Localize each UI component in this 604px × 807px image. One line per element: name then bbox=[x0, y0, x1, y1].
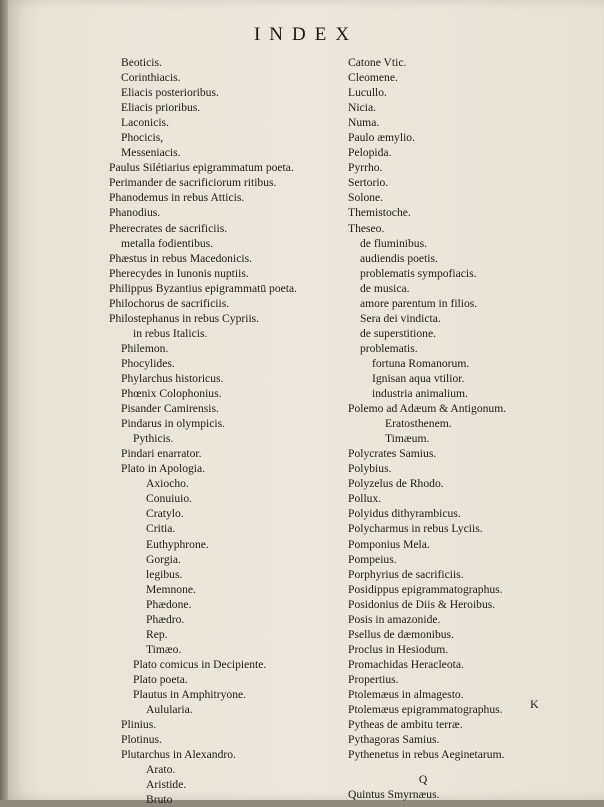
index-entry: de fluminibus. bbox=[360, 236, 427, 250]
index-entry: Porphyrius de sacrificiis. bbox=[348, 567, 464, 581]
index-entry: Phædone. bbox=[146, 597, 192, 611]
index-entry: Eliacis posterioribus. bbox=[121, 86, 219, 100]
index-entry: Solone. bbox=[348, 191, 384, 205]
index-entry: Pindarus in olympicis. bbox=[121, 417, 226, 431]
index-entry: Plutarchus in Alexandro. bbox=[121, 748, 236, 762]
index-entry: Philemon. bbox=[121, 341, 169, 355]
index-entry: Aristide. bbox=[146, 778, 187, 792]
index-entry: Axiocho. bbox=[146, 477, 189, 491]
index-entry: Themistoche. bbox=[348, 206, 411, 220]
index-entry: Memnone. bbox=[146, 582, 196, 596]
index-entry: Aulularia. bbox=[146, 703, 193, 717]
index-entry: Pythagoras Samius. bbox=[348, 733, 440, 747]
index-entry: Posis in amazonide. bbox=[348, 612, 441, 626]
index-column-left bbox=[109, 55, 297, 807]
index-entry: Messeniacis. bbox=[121, 146, 181, 160]
index-entry: Critia. bbox=[146, 522, 176, 536]
index-entry: Cleomene. bbox=[348, 71, 398, 85]
index-entry: Ptolemæus epigrammatographus. bbox=[348, 703, 503, 717]
index-entry: problematis sympofiacis. bbox=[360, 266, 477, 280]
index-entry: Ignisan aqua vtilior. bbox=[372, 371, 465, 385]
index-column-right bbox=[348, 55, 506, 802]
index-entry: Numa. bbox=[348, 116, 380, 130]
index-entry: Laconicis. bbox=[121, 116, 169, 130]
index-entry: Phæstus in rebus Macedonicis. bbox=[109, 251, 252, 265]
index-entry: fortuna Romanorum. bbox=[372, 356, 470, 370]
index-entry: Philippus Byzantius epigrammatū poeta. bbox=[109, 281, 298, 295]
index-entry: Pyrrho. bbox=[348, 161, 383, 175]
index-entry: Timæo. bbox=[146, 642, 182, 656]
index-entry: de musica. bbox=[360, 281, 410, 295]
index-entry: Arato. bbox=[146, 763, 176, 777]
index-entry: Promachidas Heracleota. bbox=[348, 657, 464, 671]
index-entry: Phocicis, bbox=[121, 131, 164, 145]
index-entry: Phædro. bbox=[146, 612, 185, 626]
index-entry: Conuiuio. bbox=[146, 492, 193, 506]
index-entry: de superstitione. bbox=[360, 326, 436, 340]
index-entry: Rep. bbox=[146, 627, 168, 641]
index-entry: Pelopida. bbox=[348, 146, 392, 160]
index-entry: Pomponius Mela. bbox=[348, 537, 430, 551]
index-entry: Bruto bbox=[146, 793, 173, 807]
index-entry: Paulus Silétiarius epigrammatum poeta. bbox=[109, 161, 294, 175]
index-entry: Psellus de dæmonibus. bbox=[348, 627, 454, 641]
index-entry: Sertorio. bbox=[348, 176, 389, 190]
index-entry: Phanodemus in rebus Atticis. bbox=[109, 191, 245, 205]
index-entry: Polycrates Samius. bbox=[348, 447, 437, 461]
index-entry: Theseo. bbox=[348, 221, 385, 235]
index-entry: Plotinus. bbox=[121, 733, 162, 747]
index-entry: Gorgia. bbox=[146, 552, 181, 566]
index-entry: industria animalium. bbox=[372, 387, 468, 401]
index-entry: Nicia. bbox=[348, 101, 377, 115]
index-entry: Propertius. bbox=[348, 672, 399, 686]
index-entry: Eratosthenem. bbox=[385, 417, 452, 431]
index-entry: Phylarchus historicus. bbox=[121, 371, 224, 385]
index-entry: Paulo æmylio. bbox=[348, 131, 415, 145]
index-entry: Pythicis. bbox=[133, 432, 174, 446]
index-entry: Quintus Smyrnæus. bbox=[348, 788, 440, 802]
index-entry: legibus. bbox=[146, 567, 183, 581]
index-entry: Polemo ad Adæum & Antigonum. bbox=[348, 402, 507, 416]
page-title: INDEX bbox=[253, 24, 359, 45]
index-entry: Ptolemæus in almagesto. bbox=[348, 687, 464, 701]
index-entry: Pherecydes in Iunonis nuptiis. bbox=[109, 266, 249, 280]
index-entry: Pytheas de ambitu terræ. bbox=[348, 718, 463, 732]
index-entry: Pollux. bbox=[348, 492, 382, 506]
index-entry: Timæum. bbox=[385, 432, 430, 446]
book-page bbox=[8, 0, 604, 807]
index-entry: Plato in Apologia. bbox=[121, 462, 206, 476]
index-entry: Pompeius. bbox=[348, 552, 397, 566]
index-entry: Cratylo. bbox=[146, 507, 184, 521]
index-entry: Pindari enarrator. bbox=[121, 447, 202, 461]
index-entry: Lucullo. bbox=[348, 86, 387, 100]
index-entry: Sera dei vindicta. bbox=[360, 311, 441, 325]
section-letter: Q bbox=[418, 773, 428, 787]
index-entry: Plautus in Amphitryone. bbox=[133, 687, 247, 701]
index-entry: in rebus Italicis. bbox=[133, 326, 208, 340]
index-entry: Polycharmus in rebus Lyciis. bbox=[348, 522, 483, 536]
index-entry: Corinthiacis. bbox=[121, 71, 181, 85]
index-entry: Perimander de sacrificiorum ritibus. bbox=[109, 176, 277, 190]
index-entry: Phœnix Colophonius. bbox=[121, 387, 222, 401]
index-entry: Pherecrates de sacrificiis. bbox=[109, 221, 228, 235]
index-entry: Philostephanus in rebus Cypriis. bbox=[109, 311, 260, 325]
index-entry: Plato comicus in Decipiente. bbox=[133, 657, 267, 671]
index-entry: Pythenetus in rebus Aeginetarum. bbox=[348, 748, 505, 762]
index-entry: Pisander Camirensis. bbox=[121, 402, 219, 416]
index-entry: problematis. bbox=[360, 341, 418, 355]
index-entry: Plinius. bbox=[121, 718, 157, 732]
index-entry: Phocylides. bbox=[121, 356, 175, 370]
index-entry: Plato poeta. bbox=[133, 672, 188, 686]
index-entry: amore parentum in filios. bbox=[360, 296, 478, 310]
signature-mark: K bbox=[530, 697, 539, 711]
index-entry: Posidippus epigrammatographus. bbox=[348, 582, 503, 596]
index-entry: Euthyphrone. bbox=[146, 537, 209, 551]
index-entry: Eliacis prioribus. bbox=[121, 101, 201, 115]
index-entry: Polybius. bbox=[348, 462, 392, 476]
index-entry: Proclus in Hesiodum. bbox=[348, 642, 449, 656]
index-entry: audiendis poetis. bbox=[360, 251, 438, 265]
index-entry: metalla fodientibus. bbox=[121, 236, 214, 250]
index-entry: Polyzelus de Rhodo. bbox=[348, 477, 444, 491]
index-entry: Catone Vtic. bbox=[348, 56, 407, 69]
index-entry: Philochorus de sacrificiis. bbox=[109, 296, 230, 310]
index-entry: Posidonius de Diis & Heroibus. bbox=[348, 597, 496, 611]
index-entry: Beoticis. bbox=[121, 56, 162, 69]
index-entry: Polyidus dithyrambicus. bbox=[348, 507, 461, 521]
index-entry: Phanodius. bbox=[109, 206, 161, 220]
